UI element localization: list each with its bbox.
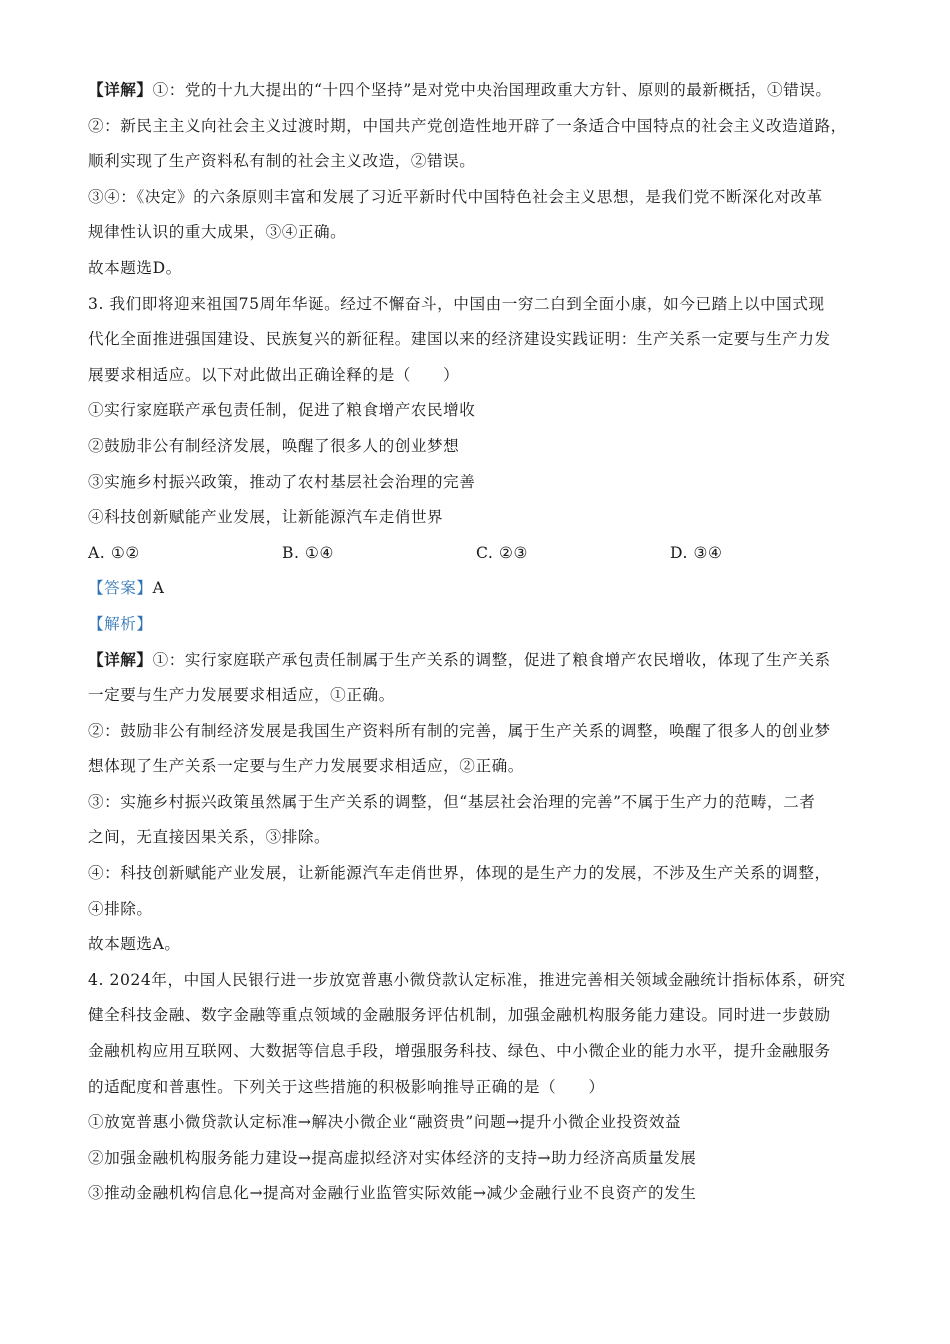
q2-conclusion: 故本题选D。	[88, 258, 182, 277]
q3-option-d: D. ③④	[670, 543, 723, 562]
q3-explain-line-4: 想体现了生产关系一定要与生产力发展要求相适应，②正确。	[88, 757, 524, 776]
q3-explain-line-1: 【详解】①：实行家庭联产承包责任制属于生产关系的调整，促进了粮食增产农民增收，体现了生产关系	[88, 649, 831, 669]
q3-statement-2: ②鼓励非公有制经济发展，唤醒了很多人的创业梦想	[88, 436, 460, 455]
detail-label: 【详解】	[88, 649, 153, 669]
q2-explain-line-4: ③④：《决定》的六条原则丰富和发展了习近平新时代中国特色社会主义思想，是我们党不断深化对改革	[88, 187, 823, 206]
analysis-label: 【解析】	[88, 614, 153, 633]
q3-option-a: A. ①②	[88, 543, 140, 562]
q3-option-c: C. ②③	[476, 543, 528, 562]
q3-statement-4: ④科技创新赋能产业发展，让新能源汽车走俏世界	[88, 508, 444, 527]
document-page	[88, 72, 866, 1211]
q4-stem-line-1: 4. 2024年，中国人民银行进一步放宽普惠小微贷款认定标准，推进完善相关领域金融统计指标体系，研究	[88, 970, 846, 989]
q3-answer	[88, 570, 866, 606]
q4-stem-line-2: 健全科技金融、数字金融等重点领域的金融服务评估机制，加强金融机构服务能力建设。同时进一步鼓励	[88, 1006, 831, 1025]
q3-option-b: B. ①④	[282, 543, 335, 562]
q4-statement-2: ②加强金融机构服务能力建设→提高虚拟经济对实体经济的支持→助力经济高质量发展	[88, 1148, 697, 1167]
detail-label: 【详解】	[88, 80, 153, 99]
q4-statement-1: ①放宽普惠小微贷款认定标准→解决小微企业“融资贵”问题→提升小微企业投资效益	[88, 1113, 682, 1132]
q3-explain-line-5: ③：实施乡村振兴政策虽然属于生产关系的调整，但“基层社会治理的完善”不属于生产力的范畴，二者	[88, 792, 816, 811]
q3-explain-line-7: ④：科技创新赋能产业发展，让新能源汽车走俏世界，体现的是生产力的发展，不涉及生产关系的调整，	[88, 864, 831, 883]
answer-value: A	[152, 579, 165, 598]
q3-stem-line-1: 3. 我们即将迎来祖国75周年华诞。经过不懈奋斗，中国由一穷二白到全面小康，如今已踏上以中国式现	[88, 294, 825, 313]
q3-explain-line-6: 之间，无直接因果关系，③排除。	[88, 828, 331, 847]
q3-conclusion: 故本题选A。	[88, 935, 181, 954]
q4-stem-line-4: 的适配度和普惠性。下列关于这些措施的积极影响推导正确的是（ ）	[88, 1077, 605, 1096]
q4-stem-line-3: 金融机构应用互联网、大数据等信息手段，增强服务科技、绿色、中小微企业的能力水平，提升金融服务	[88, 1042, 831, 1061]
q2-explain-line-1: 【详解】①：党的十九大提出的“十四个坚持”是对党中央治国理政重大方针、原则的最新概括，①错误。	[88, 80, 832, 99]
q2-explain-line-3: 顺利实现了生产资料私有制的社会主义改造，②错误。	[88, 152, 476, 171]
q3-statement-3: ③实施乡村振兴政策，推动了农村基层社会治理的完善	[88, 472, 476, 491]
q2-explain-line-2: ②：新民主主义向社会主义过渡时期，中国共产党创造性地开辟了一条适合中国特点的社会主义改造道路，	[88, 116, 847, 135]
q3-explain-line-2: 一定要与生产力发展要求相适应，①正确。	[88, 686, 395, 705]
q2-explain-line-5: 规律性认识的重大成果，③④正确。	[88, 223, 347, 242]
q3-stem-line-3: 展要求相适应。以下对此做出正确诠释的是（ ）	[88, 365, 460, 384]
q4-statement-3: ③推动金融机构信息化→提高对金融行业监管实际效能→减少金融行业不良资产的发生	[88, 1184, 697, 1203]
q3-statement-1: ①实行家庭联产承包责任制，促进了粮食增产农民增收	[88, 401, 476, 420]
q3-explain-line-3: ②：鼓励非公有制经济发展是我国生产资料所有制的完善，属于生产关系的调整，唤醒了很多人的创业梦	[88, 721, 831, 740]
q3-stem-line-2: 代化全面推进强国建设、民族复兴的新征程。建国以来的经济建设实践证明：生产关系一定要与生产力发	[88, 330, 831, 349]
q3-options	[88, 535, 866, 571]
q3-explain-line-8: ④排除。	[88, 899, 153, 918]
answer-label: 【答案】	[88, 579, 153, 598]
